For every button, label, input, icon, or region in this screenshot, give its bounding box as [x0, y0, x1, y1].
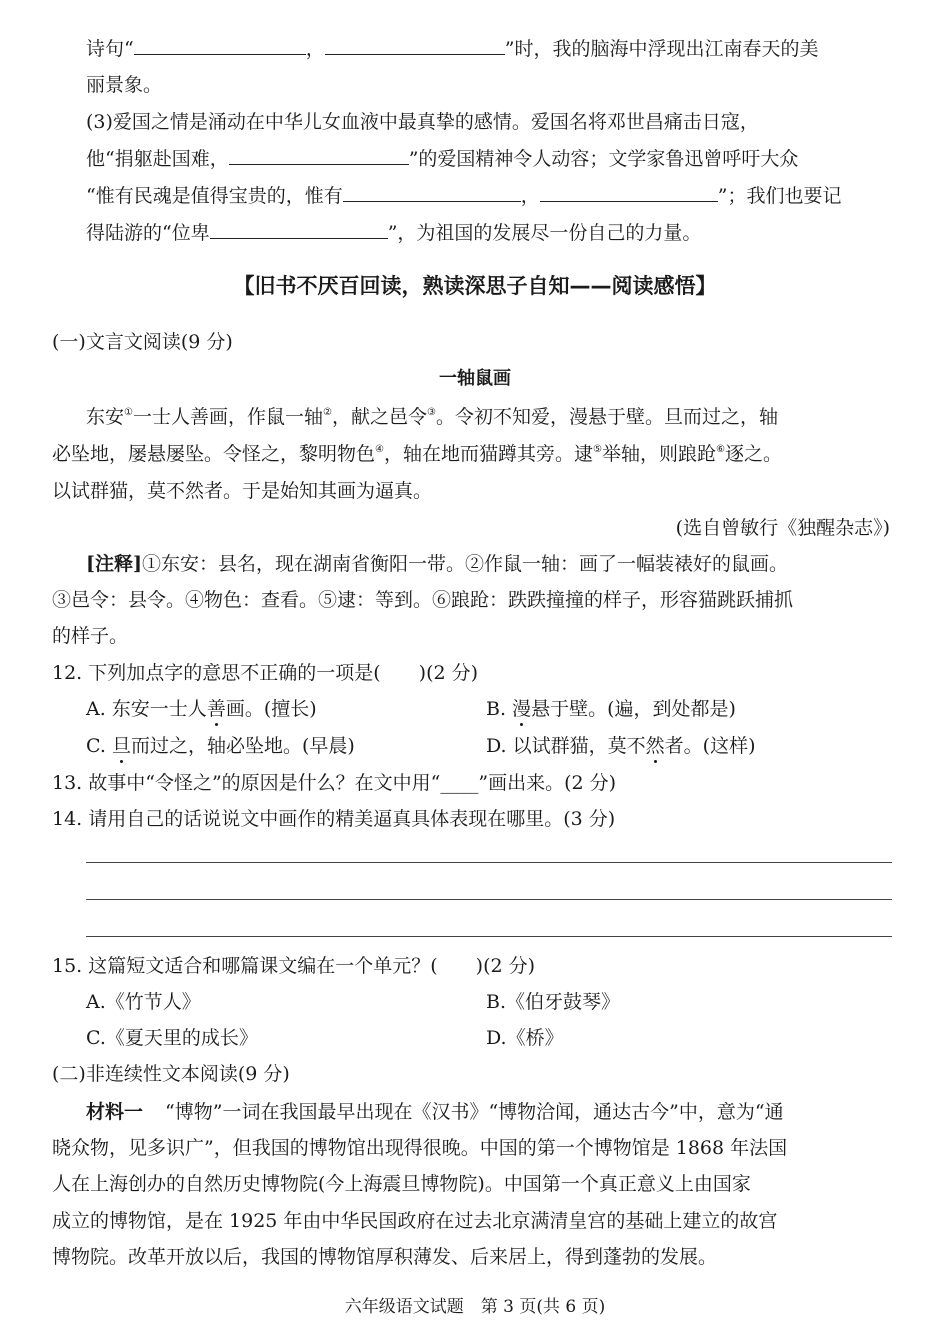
- answer-line[interactable]: [86, 862, 892, 863]
- answer-blank[interactable]: [134, 37, 306, 55]
- q12-option-a[interactable]: A. 东安一士人善画。(擅长): [86, 694, 317, 721]
- notes-line-3: 的样子。: [52, 625, 129, 647]
- dotted-char: 漫: [512, 694, 531, 721]
- answer-blank[interactable]: [540, 184, 718, 202]
- q12-option-c[interactable]: C. 旦而过之，轴必坠地。(早晨): [86, 731, 355, 758]
- question-15: 15. 这篇短文适合和哪篇课文编在一个单元？( )(2 分): [52, 955, 536, 977]
- answer-line[interactable]: [86, 899, 892, 900]
- material-label: 材料一: [86, 1101, 144, 1123]
- classical-title: 一轴鼠画: [439, 368, 511, 389]
- classical-heading: (一)文言文阅读(9 分): [52, 331, 233, 353]
- answer-blank[interactable]: [210, 221, 388, 239]
- material-line-5: 博物院。改革开放以后，我国的博物馆厚积薄发、后来居上，得到蓬勃的发展。: [52, 1246, 718, 1268]
- answer-line[interactable]: [86, 936, 892, 937]
- q15-option-d[interactable]: D.《桥》: [486, 1027, 564, 1049]
- page-footer: 六年级语文试题 第 3 页(共 6 页): [344, 1297, 606, 1317]
- fill-line-1: 诗句“ ， ”时，我的脑海中浮现出江南春天的美: [86, 38, 819, 60]
- answer-blank[interactable]: [229, 147, 409, 165]
- notes-label: [注释]: [86, 553, 142, 575]
- dotted-char: 善: [207, 694, 226, 721]
- material-line-1: 材料一 “博物”一词在我国最早出现在《汉书》“博物洽闻，通达古今”中，意为“通: [86, 1101, 784, 1123]
- fill-line-4: 他“捐躯赴国难， ”的爱国精神令人动容；文学家鲁迅曾呼吁大众: [86, 148, 799, 170]
- q15-option-b[interactable]: B.《伯牙鼓琴》: [486, 991, 621, 1013]
- note-marker: ②: [323, 407, 332, 418]
- q15-option-a[interactable]: A.《竹节人》: [86, 991, 201, 1013]
- material-line-4: 成立的博物馆，是在 1925 年由中华民国政府在过去北京满清皇宫的基础上建立的故宫: [52, 1210, 778, 1232]
- classical-line-3: 以试群猫，莫不然者。于是始知其画为逼真。: [52, 480, 433, 502]
- fill-line-6: 得陆游的“位卑 ”，为祖国的发展尽一份自己的力量。: [86, 222, 702, 244]
- dotted-char: 然: [646, 731, 665, 758]
- q15-option-c[interactable]: C.《夏天里的成长》: [86, 1027, 258, 1049]
- section-banner: 【旧书不厌百回读，熟读深思子自知——阅读感悟】: [233, 274, 717, 298]
- fill-line-3: (3)爱国之情是涌动在中华儿女血液中最真挚的感情。爱国名将邓世昌痛击日寇，: [86, 111, 759, 133]
- question-13: 13. 故事中“令怪之”的原因是什么？在文中用“____”画出来。(2 分): [52, 772, 617, 794]
- question-12: 12. 下列加点字的意思不正确的一项是( )(2 分): [52, 662, 479, 684]
- note-marker: ⑤: [593, 444, 602, 455]
- answer-blank[interactable]: [325, 37, 505, 55]
- q12-option-d[interactable]: D. 以试群猫，莫不然者。(这样): [486, 731, 755, 758]
- material-line-3: 人在上海创办的自然历史博物院(今上海震旦博物院)。中国第一个真正意义上由国家: [52, 1173, 751, 1195]
- note-marker: ①: [124, 407, 133, 418]
- material-line-2: 晓众物，见多识广”，但我国的博物馆出现得很晚。中国的第一个博物馆是 1868 年法国: [52, 1137, 788, 1159]
- q12-option-b[interactable]: B. 漫悬于壁。(遍，到处都是): [486, 694, 736, 721]
- classical-line-2: 必坠地，屡悬屡坠。令怪之，黎明物色④，轴在地而猫蹲其旁。逮⑤举轴，则踉跄⑥逐之。: [52, 443, 782, 465]
- note-marker: ③: [426, 407, 436, 418]
- answer-blank[interactable]: [343, 184, 521, 202]
- nonlinear-heading: (二)非连续性文本阅读(9 分): [52, 1063, 290, 1085]
- source-citation: (选自曾敏行《独醒杂志》): [675, 517, 890, 539]
- notes-line-2: ③邑令：县令。④物色：查看。⑤逮：等到。⑥踉跄：跌跌撞撞的样子，形容猫跳跃捕抓: [52, 589, 794, 611]
- fill-line-2: 丽景象。: [86, 74, 163, 96]
- fill-line-5: “惟有民魂是值得宝贵的，惟有 ， ”；我们也要记: [86, 185, 842, 207]
- notes-line-1: [注释]①东安：县名，现在湖南省衡阳一带。②作鼠一轴：画了一幅装裱好的鼠画。: [86, 553, 788, 575]
- question-14: 14. 请用自己的话说说文中画作的精美逼真具体表现在哪里。(3 分): [52, 808, 616, 830]
- note-marker: ④: [375, 444, 384, 455]
- dotted-char: 旦: [112, 731, 131, 758]
- classical-line-1: 东安①一士人善画，作鼠一轴②，献之邑令③。令初不知爱，漫悬于壁。旦而过之，轴: [86, 406, 778, 428]
- note-marker: ⑥: [715, 444, 725, 455]
